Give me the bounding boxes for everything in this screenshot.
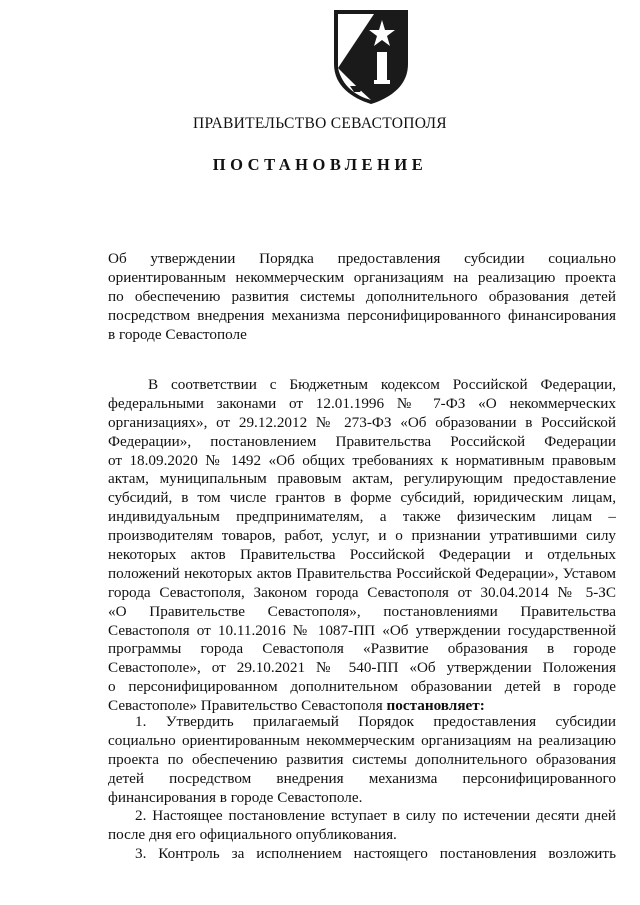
preamble-line: города Севастополя, Законом города Севастополя от 30.04.2014 № 5-ЗС	[108, 583, 616, 601]
resolves-word: постановляет:	[386, 697, 485, 715]
preamble-line: Федерации», постановлением Правительства Российской Федерации	[108, 432, 616, 450]
title-line: посредством внедрения механизма персонифицированного финансирования	[108, 306, 616, 324]
document-type-heading: ПОСТАНОВЛЕНИЕ	[212, 155, 428, 174]
item-3	[108, 845, 616, 864]
document-title	[108, 250, 616, 344]
item-line: после дня его официального опубликования.	[108, 826, 397, 844]
item-line: финансирования в городе Севастополе.	[108, 788, 363, 806]
preamble-paragraph	[108, 376, 616, 716]
preamble-line: индивидуальным предпринимателям, а также физическим лицам –	[108, 508, 616, 526]
preamble-line: некоторых актов Правительства Российской Федерации и отдельных	[108, 546, 616, 564]
preamble-line: «О Правительстве Севастополя», постановлениями Правительства	[108, 602, 616, 620]
title-line: по обеспечению развития системы дополнительного образования детей	[108, 287, 616, 305]
preamble-last-text: Севастополе» Правительство Севастополя	[108, 697, 387, 715]
preamble-line: федеральными законами от 12.01.1996 № 7-ФЗ «О некоммерческих	[108, 394, 616, 412]
preamble-line: программы города Севастополя «Развитие образования в городе	[108, 640, 616, 658]
item-2	[108, 807, 616, 845]
preamble-line: субсидий, в том числе грантов в форме субсидий, юридическим лицам,	[108, 489, 616, 507]
preamble-line: положений некоторых актов Правительства Российской Федерации», Уставом	[108, 564, 616, 582]
preamble-line: Севастополя от 10.11.2016 № 1087-ПП «Об утверждении государственной	[108, 621, 616, 639]
coat-of-arms-icon	[330, 6, 412, 106]
preamble-line: о персонифицированном дополнительном образовании детей в городе	[108, 678, 616, 696]
title-line: в городе Севастополе	[108, 325, 247, 343]
item-line: социально ориентированным некоммерческим организациям на реализацию	[108, 731, 616, 749]
preamble-line: производителям товаров, работ, услуг, и о признании утратившими силу	[108, 527, 616, 545]
preamble-line: В соответствии с Бюджетным кодексом Российской Федерации,	[148, 376, 616, 393]
title-line: Об утверждении Порядка предоставления субсидии социально	[108, 250, 616, 267]
title-line: ориентированным некоммерческим организациям на реализацию проекта	[108, 268, 616, 286]
resolution-items	[108, 713, 616, 864]
preamble-line: актам, муниципальным правовым актам, регулирующим предоставление	[108, 470, 616, 488]
organization-name: ПРАВИТЕЛЬСТВО СЕВАСТОПОЛЯ	[193, 115, 447, 132]
preamble-line: от 18.09.2020 № 1492 «Об общих требованиях к нормативным правовым	[108, 451, 616, 469]
preamble-line: Севастополе», от 29.10.2021 № 540-ПП «Об утверждении Положения	[108, 659, 616, 677]
preamble-line: организациях», от 29.12.2012 № 273-ФЗ «Об образовании в Российской	[108, 413, 616, 431]
item-line: 3. Контроль за исполнением настоящего постановления возложить	[135, 845, 616, 863]
item-line: 2. Настоящее постановление вступает в силу по истечении десяти дней	[135, 807, 616, 825]
item-line: 1. Утвердить прилагаемый Порядок предоставления субсидии	[135, 713, 616, 730]
item-1	[108, 713, 616, 807]
item-line: детей посредством внедрения механизма персонифицированного	[108, 769, 616, 787]
item-line: проекта по обеспечению развития системы дополнительного образования	[108, 750, 616, 768]
